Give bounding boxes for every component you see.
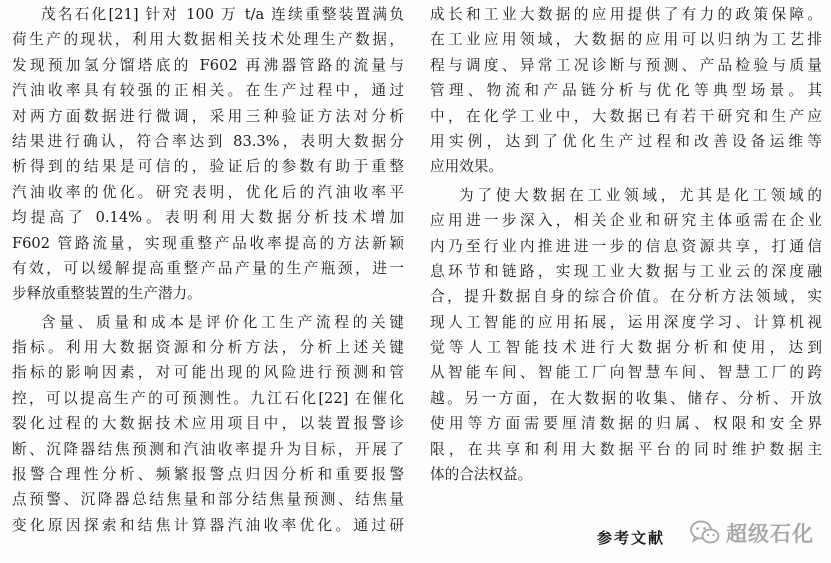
- text-line: 控，可以提高生产的可预测性。九江石化[22] 在催化: [12, 389, 404, 407]
- wechat-icon: [690, 520, 720, 546]
- text-line: 觉等人工智能技术进行大数据分析和使用，达到: [430, 339, 822, 357]
- text-line: 均提高了 0.14%。表明利用大数据分析技术增加: [12, 209, 404, 227]
- text-line: 合，提升数据自身的综合价值。在分析方法领域，实: [430, 288, 822, 306]
- text-line: 息环节和链路，实现工业大数据与工业云的深度融: [430, 262, 822, 280]
- text-line: 步释放重整装置的生产潜力。: [12, 285, 202, 303]
- left-paragraph-2: [12, 310, 404, 539]
- text-line: F602 管路流量，实现重整产品收率提高的方法新颖: [12, 234, 404, 252]
- text-line: 报警合理性分析、频繁报警点归因分析和重要报警: [12, 466, 404, 484]
- left-paragraph-1: [12, 2, 404, 307]
- text-line: 管理、物流和产品链分析与优化等典型场景。其: [430, 82, 822, 100]
- text-line: 为了使大数据在工业领域，尤其是化工领域的: [459, 186, 822, 204]
- text-line: 指标的影响因素，对可能出现的风险进行预测和管: [12, 364, 404, 382]
- text-line: 结果进行确认，符合率达到 83.3%，表明大数据分: [12, 132, 404, 150]
- text-line: 在工业应用领域，大数据的应用可以归纳为工艺排: [430, 31, 822, 49]
- text-line: 用实例，达到了优化生产过程和改善设备运维等: [430, 132, 822, 150]
- text-line: 裂化过程的大数据技术应用项目中，以装置报警诊: [12, 415, 404, 433]
- right-paragraph-1: [430, 2, 822, 180]
- text-line: 对两方面数据进行微调，采用三种验证方法对分析: [12, 107, 404, 125]
- text-line: 变化原因探索和结焦计算器汽油收率优化。通过研: [12, 516, 404, 534]
- text-line: 析得到的结果是可信的，验证后的参数有助于重整: [12, 158, 404, 176]
- text-line: 使用等方面需要厘清数据的归属、权限和安全界: [430, 415, 822, 433]
- text-line: 中，在化学工业中，大数据已有若干研究和生产应: [430, 107, 822, 125]
- text-line: 内乃至行业内推进进一步的信息资源共享，打通信: [430, 237, 822, 255]
- text-line: 从智能车间、智能工厂向智慧车间、智慧工厂的跨: [430, 364, 822, 382]
- text-line: 汽油收率具有较强的正相关。在生产过程中，通过: [12, 82, 404, 100]
- text-line: 越。另一方面，在大数据的收集、储存、分析、开放: [430, 389, 822, 407]
- right-paragraph-2: [430, 183, 822, 488]
- text-line: 断、沉降器结焦预测和汽油收率提升为目标，开展了: [12, 440, 404, 458]
- text-line: 体的合法权益。: [430, 466, 533, 484]
- text-line: 汽油收率的优化。研究表明，优化后的汽油收率平: [12, 183, 404, 201]
- text-line: 现人工智能的应用拓展，运用深度学习、计算机视: [430, 313, 822, 331]
- watermark-text: 超级石化: [726, 522, 814, 546]
- text-line: 茂名石化[21] 针对 100 万 t/a 连续重整装置满负: [41, 6, 404, 23]
- text-line: 限，在共享和利用大数据平台的同时维护数据主: [430, 440, 822, 458]
- left-column: [12, 2, 404, 538]
- text-line: 有效，可以缓解提高重整产品产量的生产瓶颈，进一: [12, 259, 404, 277]
- watermark: [690, 518, 814, 548]
- right-column: [430, 2, 822, 487]
- text-line: 应用进一步深入，相关企业和研究主体亟需在企业: [430, 212, 822, 230]
- text-line: 应用效果。: [430, 158, 503, 176]
- references-heading: 参考文献: [597, 529, 666, 547]
- text-line: 荷生产的现状，利用大数据相关技术处理生产数据，: [12, 31, 404, 49]
- text-line: 发现预加氢分馏塔底的 F602 再沸器管路的流量与: [12, 56, 404, 74]
- text-line: 点预警、沉降器总结焦量和部分结焦量预测、结焦量: [12, 491, 404, 509]
- text-line: 成长和工业大数据的应用提供了有力的政策保障。: [430, 6, 822, 23]
- text-line: 含量、质量和成本是评价化工生产流程的关键: [41, 313, 404, 331]
- text-line: 指标。利用大数据资源和分析方法，分析上述关键: [12, 339, 404, 357]
- text-line: 程与调度、异常工况诊断与预测、产品检验与质量: [430, 56, 822, 74]
